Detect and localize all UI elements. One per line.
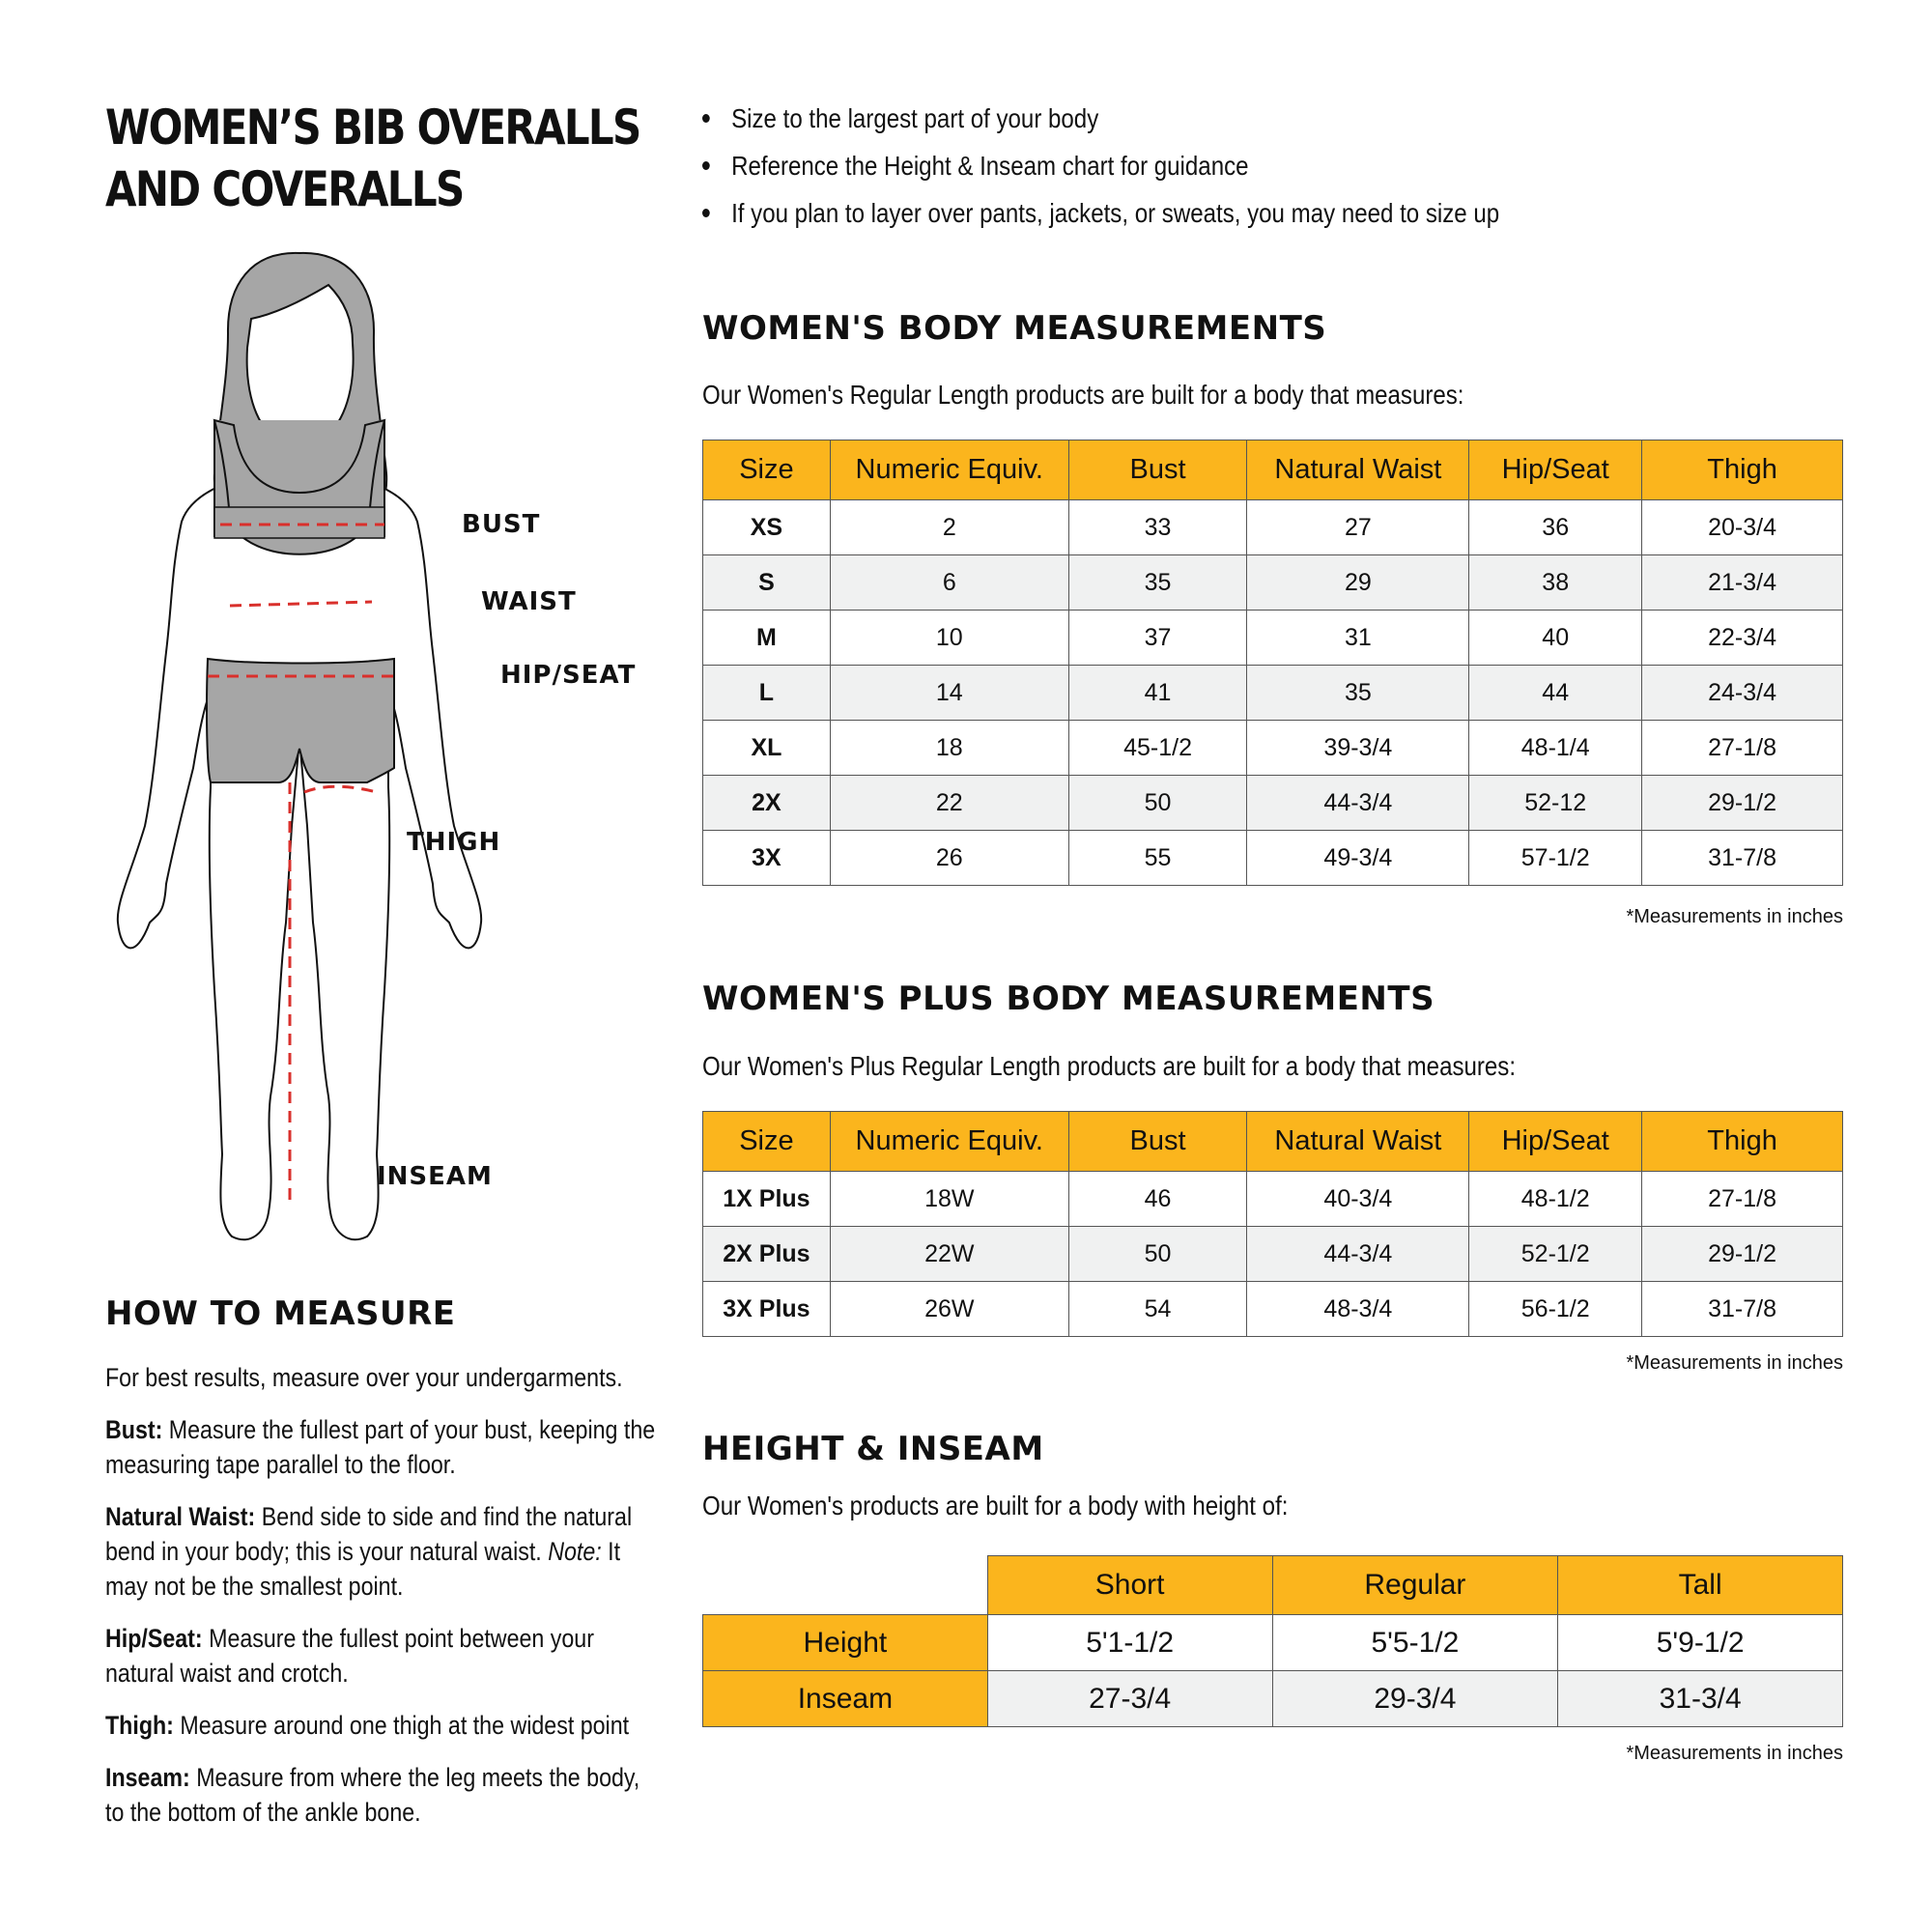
table-cell: 31 (1247, 611, 1469, 666)
table-cell: 27-3/4 (987, 1671, 1272, 1727)
table-cell: 14 (830, 666, 1068, 721)
size-cell: 3X Plus (703, 1282, 831, 1337)
table-cell: 44-3/4 (1247, 1227, 1469, 1282)
table-cell: 31-3/4 (1558, 1671, 1843, 1727)
column-header: Tall (1558, 1556, 1843, 1615)
table-row (703, 1671, 1843, 1727)
size-cell: L (703, 666, 831, 721)
table-header-row (703, 1556, 1843, 1615)
table-row (703, 1172, 1843, 1227)
table-cell: 26 (830, 831, 1068, 886)
column-header: Thigh (1642, 440, 1843, 500)
regular-size-table (702, 440, 1843, 886)
table-cell: 52-1/2 (1469, 1227, 1642, 1282)
column-header: Bust (1068, 440, 1247, 500)
height-inseam-intro: Our Women's products are built for a body with height of: (702, 1491, 1289, 1520)
measure-intro: For best results, measure over your undergarments. (105, 1363, 623, 1392)
tip-item: Size to the largest part of your body (702, 97, 1499, 144)
hip-instruction: Hip/Seat: Measure the fullest point between your natural waist and crotch. (105, 1624, 594, 1688)
table-header-row (703, 1112, 1843, 1172)
table-cell: 29-1/2 (1642, 1227, 1843, 1282)
regular-heading: WOMEN'S BODY MEASUREMENTS (702, 309, 1327, 348)
table-row (703, 555, 1843, 611)
plus-note: *Measurements in inches (1626, 1352, 1843, 1374)
column-header: Thigh (1642, 1112, 1843, 1172)
waist-label: WAIST (481, 587, 577, 616)
table-row (703, 666, 1843, 721)
thigh-instruction: Thigh: Measure around one thigh at the widest point (105, 1711, 630, 1740)
table-cell: 50 (1068, 776, 1247, 831)
inseam-label: INSEAM (377, 1162, 493, 1191)
table-cell: 48-1/4 (1469, 721, 1642, 776)
column-header: Numeric Equiv. (830, 1112, 1068, 1172)
table-cell: 39-3/4 (1247, 721, 1469, 776)
tip-item: Reference the Height & Inseam chart for guidance (702, 144, 1499, 191)
regular-intro: Our Women's Regular Length products are built for a body that measures: (702, 380, 1464, 410)
page-title (105, 97, 640, 220)
empty-corner-cell (703, 1556, 988, 1615)
bust-label: BUST (462, 510, 541, 539)
column-header: Natural Waist (1247, 440, 1469, 500)
table-cell: 41 (1068, 666, 1247, 721)
table-cell: 48-3/4 (1247, 1282, 1469, 1337)
table-cell: 46 (1068, 1172, 1247, 1227)
table-cell: 37 (1068, 611, 1247, 666)
size-cell: 3X (703, 831, 831, 886)
size-cell: S (703, 555, 831, 611)
table-cell: 38 (1469, 555, 1642, 611)
table-row (703, 721, 1843, 776)
bullet-icon (702, 209, 710, 217)
table-cell: 44 (1469, 666, 1642, 721)
table-row (703, 500, 1843, 555)
table-cell: 26W (830, 1282, 1068, 1337)
size-cell: XL (703, 721, 831, 776)
table-cell: 35 (1247, 666, 1469, 721)
height-inseam-heading: HEIGHT & INSEAM (702, 1430, 1044, 1468)
column-header: Size (703, 1112, 831, 1172)
column-header: Hip/Seat (1469, 1112, 1642, 1172)
table-cell: 10 (830, 611, 1068, 666)
how-to-measure-heading: HOW TO MEASURE (105, 1294, 456, 1333)
table-cell: 57-1/2 (1469, 831, 1642, 886)
table-cell: 27 (1247, 500, 1469, 555)
table-cell: 45-1/2 (1068, 721, 1247, 776)
table-cell: 6 (830, 555, 1068, 611)
table-cell: 31-7/8 (1642, 1282, 1843, 1337)
size-cell: 2X Plus (703, 1227, 831, 1282)
table-cell: 5'1-1/2 (987, 1615, 1272, 1671)
table-cell: 22W (830, 1227, 1068, 1282)
table-cell: 52-12 (1469, 776, 1642, 831)
plus-intro: Our Women's Plus Regular Length products are built for a body that measures: (702, 1051, 1517, 1081)
table-cell: 31-7/8 (1642, 831, 1843, 886)
table-row (703, 1615, 1843, 1671)
table-cell: 36 (1469, 500, 1642, 555)
table-cell: 27-1/8 (1642, 721, 1843, 776)
height-inseam-table (702, 1555, 1843, 1727)
size-cell: XS (703, 500, 831, 555)
row-header: Height (703, 1615, 988, 1671)
table-row (703, 1227, 1843, 1282)
table-cell: 54 (1068, 1282, 1247, 1337)
column-header: Bust (1068, 1112, 1247, 1172)
table-row (703, 776, 1843, 831)
table-cell: 55 (1068, 831, 1247, 886)
table-cell: 48-1/2 (1469, 1172, 1642, 1227)
plus-size-table (702, 1111, 1843, 1337)
table-cell: 22 (830, 776, 1068, 831)
table-cell: 29 (1247, 555, 1469, 611)
table-cell: 24-3/4 (1642, 666, 1843, 721)
table-cell: 27-1/8 (1642, 1172, 1843, 1227)
column-header: Numeric Equiv. (830, 440, 1068, 500)
size-cell: 1X Plus (703, 1172, 831, 1227)
how-to-measure-text (105, 1360, 656, 1847)
table-cell: 29-1/2 (1642, 776, 1843, 831)
table-cell: 22-3/4 (1642, 611, 1843, 666)
table-cell: 18W (830, 1172, 1068, 1227)
size-cell: 2X (703, 776, 831, 831)
table-cell: 33 (1068, 500, 1247, 555)
table-cell: 40-3/4 (1247, 1172, 1469, 1227)
table-cell: 29-3/4 (1272, 1671, 1558, 1727)
table-cell: 20-3/4 (1642, 500, 1843, 555)
waist-instruction: Natural Waist: Bend side to side and find the natural bend in your body; this is your natural waist. Note: It may not be the smallest point. (105, 1502, 633, 1601)
table-header-row (703, 440, 1843, 500)
column-header: Regular (1272, 1556, 1558, 1615)
table-row (703, 831, 1843, 886)
body-figure-illustration (106, 246, 493, 1261)
plus-heading: WOMEN'S PLUS BODY MEASUREMENTS (702, 980, 1435, 1018)
table-cell: 21-3/4 (1642, 555, 1843, 611)
bra-band (214, 507, 384, 538)
column-header: Hip/Seat (1469, 440, 1642, 500)
column-header: Size (703, 440, 831, 500)
column-header: Short (987, 1556, 1272, 1615)
inseam-instruction: Inseam: Measure from where the leg meets the body, to the bottom of the ankle bone. (105, 1763, 640, 1827)
regular-note: *Measurements in inches (1626, 906, 1843, 927)
height-inseam-note: *Measurements in inches (1626, 1743, 1843, 1764)
table-cell: 56-1/2 (1469, 1282, 1642, 1337)
table-cell: 49-3/4 (1247, 831, 1469, 886)
table-cell: 18 (830, 721, 1068, 776)
bullet-icon (702, 114, 710, 123)
row-header: Inseam (703, 1671, 988, 1727)
hip-label: HIP/SEAT (500, 661, 637, 690)
bullet-icon (702, 161, 710, 170)
page-title-line-1: WOMEN’S BIB OVERALLS (105, 99, 640, 156)
page-title-line-2: AND COVERALLS (105, 161, 464, 217)
bust-instruction: Bust: Measure the fullest part of your bust, keeping the measuring tape parallel to the floor. (105, 1415, 656, 1479)
table-row (703, 611, 1843, 666)
thigh-label: THIGH (407, 828, 501, 857)
table-cell: 2 (830, 500, 1068, 555)
size-cell: M (703, 611, 831, 666)
tip-item: If you plan to layer over pants, jackets, or sweats, you may need to size up (702, 191, 1499, 239)
table-cell: 50 (1068, 1227, 1247, 1282)
table-row (703, 1282, 1843, 1337)
table-cell: 35 (1068, 555, 1247, 611)
table-cell: 5'5-1/2 (1272, 1615, 1558, 1671)
column-header: Natural Waist (1247, 1112, 1469, 1172)
table-cell: 5'9-1/2 (1558, 1615, 1843, 1671)
table-cell: 40 (1469, 611, 1642, 666)
table-cell: 44-3/4 (1247, 776, 1469, 831)
sizing-tips (702, 97, 1629, 239)
